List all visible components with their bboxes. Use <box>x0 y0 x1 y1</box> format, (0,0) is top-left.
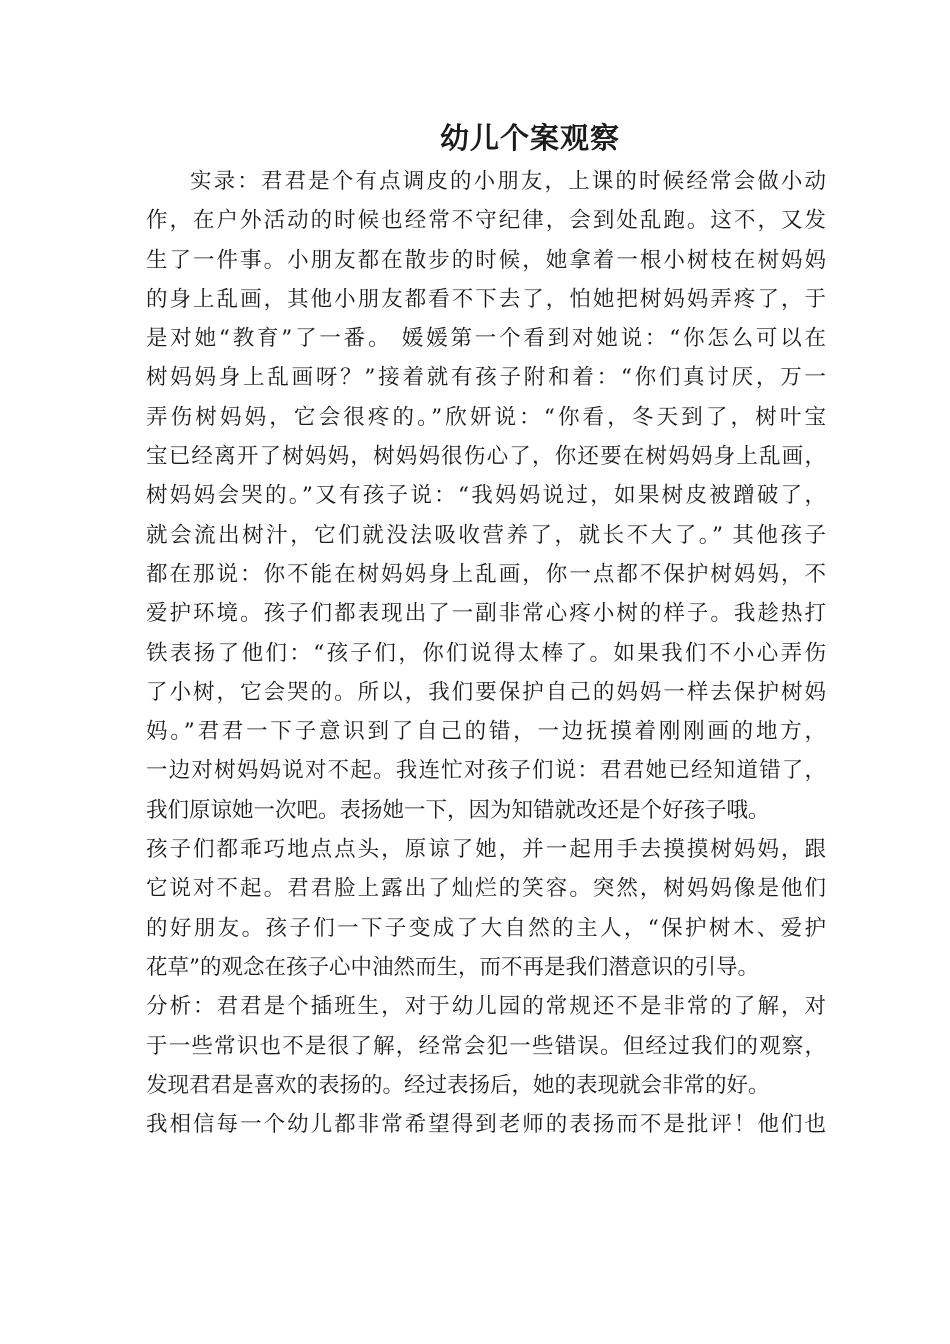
body-line: 就会流出树汁，它们就没法吸收营养了，就长不大了。” 其他孩子 <box>146 522 826 548</box>
body-line: 树妈妈身上乱画呀？”接着就有孩子附和着：“你们真讨厌，万一 <box>146 365 826 391</box>
body-line: 树妈妈会哭的。”又有孩子说：“我妈妈说过，如果树皮被蹭破了， <box>146 483 826 509</box>
body-line: 作，在户外活动的时候也经常不守纪律，会到处乱跑。这不，又发 <box>146 208 826 234</box>
body-line: 生了一件事。小朋友都在散步的时候，她拿着一根小树枝在树妈妈 <box>146 247 826 273</box>
body-line: 发现君君是喜欢的表扬的。经过表扬后，她的表现就会非常的好。 <box>146 1072 770 1098</box>
body-line: 实录：君君是个有点调皮的小朋友，上课的时候经常会做小动 <box>190 169 826 194</box>
body-line: 花草”的观念在孩子心中油然而生，而不再是我们潜意识的引导。 <box>146 954 759 980</box>
body-line: 了小树，它会哭的。所以，我们要保护自己的妈妈一样去保护树妈 <box>146 679 826 705</box>
body-line: 孩子们都乖巧地点点头，原谅了她，并一起用手去摸摸树妈妈，跟 <box>146 837 826 863</box>
body-line: 宝已经离开了树妈妈，树妈妈很伤心了，你还要在树妈妈身上乱画， <box>146 444 826 470</box>
body-line: 一边对树妈妈说对不起。我连忙对孩子们说：君君她已经知道错了， <box>146 758 826 784</box>
body-line: 爱护环境。孩子们都表现出了一副非常心疼小树的样子。我趁热打 <box>146 601 826 627</box>
document-body <box>146 162 826 1144</box>
body-line: 铁表扬了他们：“孩子们，你们说得太棒了。如果我们不小心弄伤 <box>146 640 826 666</box>
body-line: 的身上乱画，其他小朋友都看不下去了，怕她把树妈妈弄疼了，于 <box>146 286 826 312</box>
body-line: 我相信每一个幼儿都非常希望得到老师的表扬而不是批评！他们也 <box>146 1112 826 1138</box>
body-line: 于一些常识也不是很了解，经常会犯一些错误。但经过我们的观察， <box>146 1033 826 1059</box>
body-line: 分析：君君是个插班生，对于幼儿园的常规还不是非常的了解，对 <box>146 994 826 1020</box>
body-line: 妈。”君君一下子意识到了自己的错，一边抚摸着刚刚画的地方， <box>146 719 826 745</box>
body-line: 它说对不起。君君脸上露出了灿烂的笑容。突然，树妈妈像是他们 <box>146 876 826 902</box>
body-line: 的好朋友。孩子们一下子变成了大自然的主人，“保护树木、爱护 <box>146 915 826 941</box>
body-line: 是对她“教育”了一番。 媛媛第一个看到对她说：“你怎么可以在 <box>146 326 826 352</box>
body-line: 弄伤树妈妈，它会很疼的。”欣妍说：“你看，冬天到了，树叶宝 <box>146 404 826 430</box>
body-line: 都在那说：你不能在树妈妈身上乱画，你一点都不保护树妈妈，不 <box>146 561 826 587</box>
body-line: 我们原谅她一次吧。表扬她一下，因为知错就改还是个好孩子哦。 <box>146 797 770 823</box>
document-title: 幼儿个案观察 <box>439 121 620 155</box>
